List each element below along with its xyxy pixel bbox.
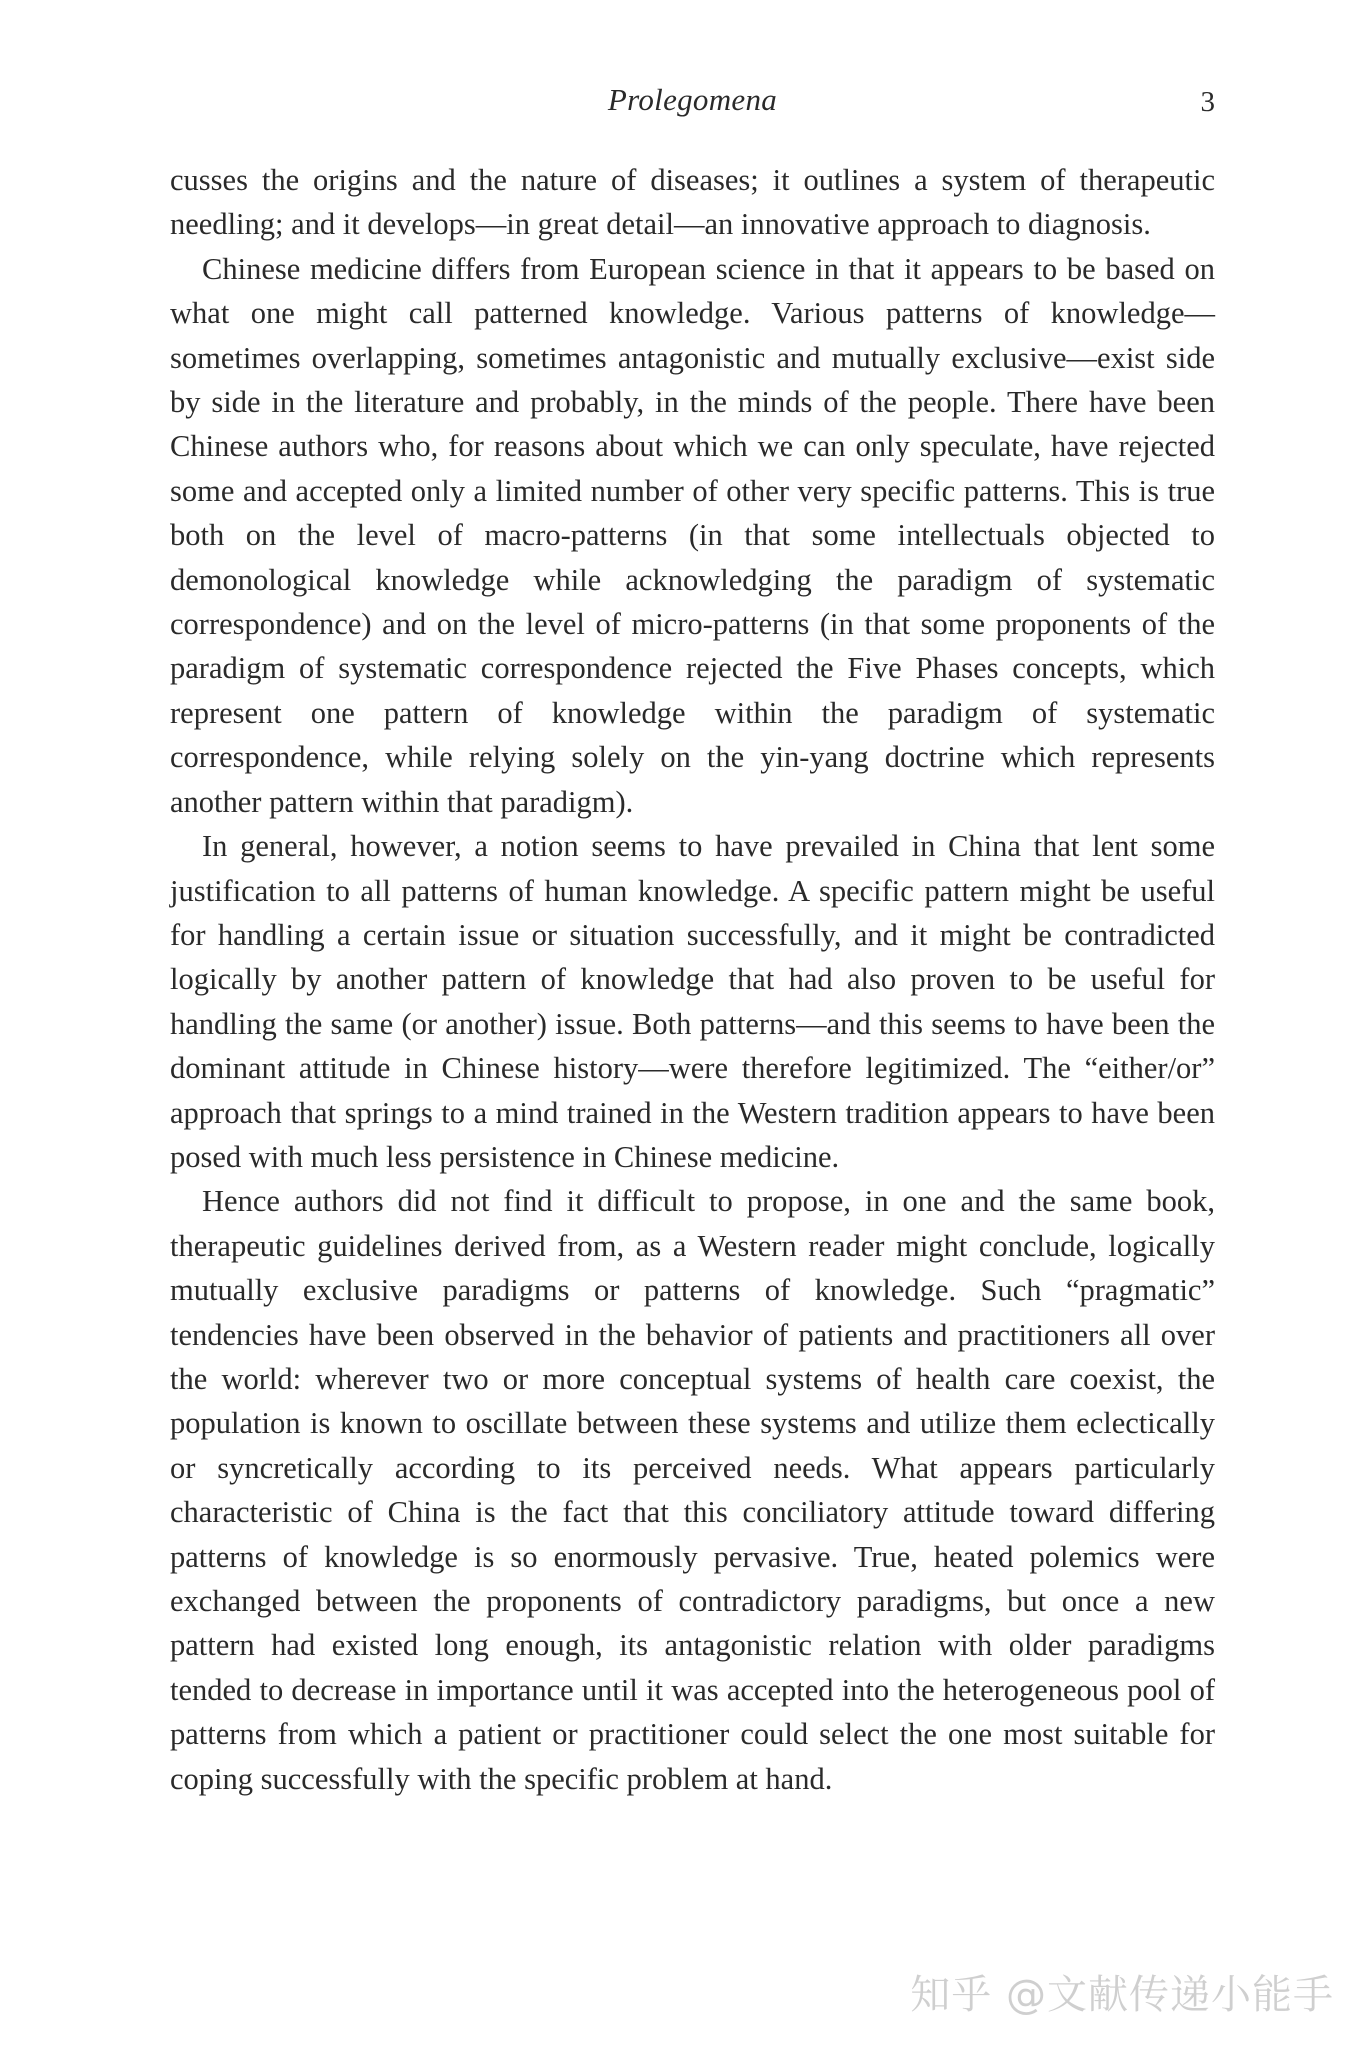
paragraph-1: cusses the origins and the nature of diseases; it outlines a system of therapeutic needling; and it develops—in great detail—an innovative approach to diagnosis.	[170, 163, 1215, 242]
running-title: Prolegomena	[607, 82, 778, 117]
paragraph-3: In general, however, a notion seems to have prevailed in China that lent some justification to all patterns of human knowledge. A specific pattern might be useful for handling a certain issue or situation successfully, and it might be contradicted logically by another pattern of knowledge that had also proven to be useful for handling the same (or another) issue. Both patterns—and this seems to have been the dominant attitude in Chinese history—were therefore legitimized. The “either/or” approach that springs to a mind trained in the Western tradition appears to have been posed with much less persistence in Chinese medicine.	[170, 829, 1215, 1174]
zhihu-watermark: 知乎 @文献传递小能手	[910, 1972, 1334, 2018]
paragraph-4: Hence authors did not find it difficult to propose, in one and the same book, therapeutic guidelines derived from, as a Western reader might conclude, logically mutually exclusive paradigms or patterns of knowledge. Such “pragmatic” tendencies have been observed in the behavior of patients and practitioners all over the world: wherever two or more conceptual systems of health care coexist, the population is known to oscillate between these systems and utilize them eclectically or syncretically according to its perceived needs. What appears particularly characteristic of China is the fact that this conciliatory attitude toward differing patterns of knowledge is so enormously pervasive. True, heated polemics were exchanged between the proponents of contradictory paradigms, but once a new pattern had existed long enough, its antagonistic relation with older paradigms tended to decrease in importance until it was accepted into the heterogeneous pool of patterns from which a patient or practitioner could select the one most suitable for coping successfully with the specific problem at hand.	[170, 1184, 1215, 1796]
page-number: 3	[1200, 86, 1215, 118]
body-text	[170, 158, 1215, 1801]
running-head	[170, 82, 1215, 132]
paragraph-2: Chinese medicine differs from European science in that it appears to be based on what one might call patterned knowledge. Various patterns of knowledge—sometimes overlapping, sometimes antagonistic and mutually exclusive—exist side by side in the literature and probably, in the minds of the people. There have been Chinese authors who, for reasons about which we can only speculate, have rejected some and accepted only a limited number of other very specific patterns. This is true both on the level of macro-patterns (in that some intellectuals objected to demonological knowledge while acknowledging the paradigm of systematic correspondence) and on the level of micro-patterns (in that some proponents of the paradigm of systematic correspondence rejected the Five Phases concepts, which represent one pattern of knowledge within the paradigm of systematic correspondence, while relying solely on the yin-yang doctrine which represents another pattern within that paradigm).	[170, 251, 1215, 819]
